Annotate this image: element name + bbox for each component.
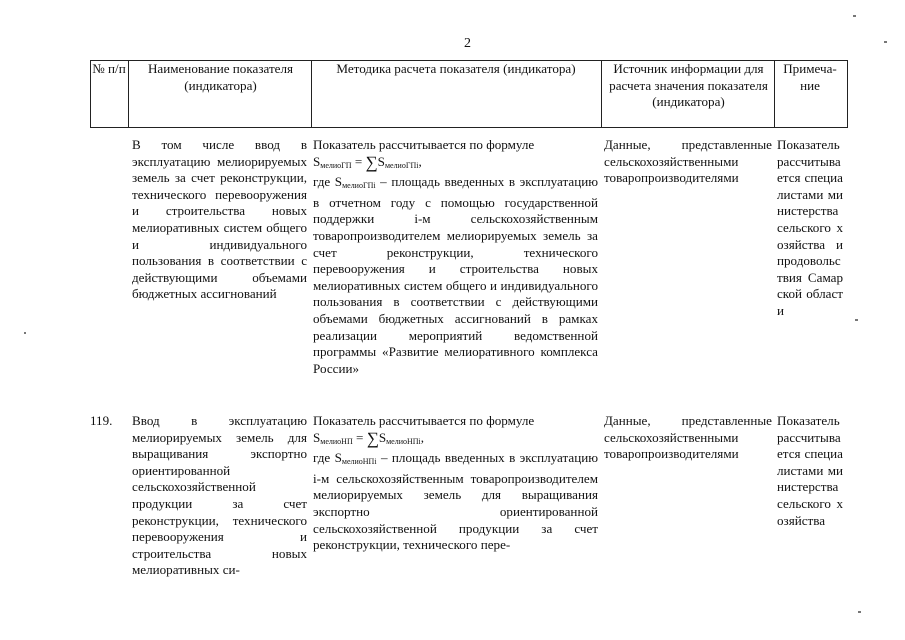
row-name: В том числе ввод в эксплуатацию мелиорируемых земель за счет реконструкции, технического перевооружения и строительства новых мелиоративных систем общего и индивидуального пользования в соответствии с действующими объемами бюджетных ассигнований <box>132 137 307 302</box>
formula-rhs-sub: мелиоНПi <box>386 436 421 446</box>
row-note: Показатель рассчитывается специалистами министерства сельского хозяйства и продовольствия Самарской области <box>777 137 843 318</box>
method-var-sub: мелиоГПi <box>342 181 376 191</box>
method-description <box>313 174 598 377</box>
method-where: где <box>313 174 335 190</box>
header-source: Источник информации для расчета значения показателя (индикатора) <box>609 61 768 110</box>
formula-tail: , <box>418 153 422 169</box>
page-number: 2 <box>464 36 471 51</box>
column-divider <box>601 60 602 128</box>
column-divider <box>774 60 775 128</box>
formula-eq: = <box>352 429 367 445</box>
column-divider <box>128 60 129 128</box>
formula-lhs-sub: мелиоГП <box>320 160 352 170</box>
method-var-sub: мелиоНПi <box>341 457 377 467</box>
formula-lhs: S <box>313 153 321 169</box>
formula <box>313 154 598 175</box>
scan-speck <box>858 611 861 613</box>
sigma-symbol: ∑ <box>365 152 378 172</box>
column-divider <box>311 60 312 128</box>
row-source: Данные, представленные сельскохозяйственными товаропроизводителями <box>604 137 772 186</box>
column-divider <box>90 60 91 128</box>
scan-speck <box>855 319 858 321</box>
row-number: 119. <box>90 413 113 428</box>
method-desc: – площадь введенных в эксплуатацию в отчетном году с помощью государственной поддержки i-м сельскохозяйственным товаропроизводителем мелиорируемых земель за счет реконструкции, технического перевооружения и строительства новых мелиоративных систем общего и индивидуального пользования в соответствии с действующими объемами бюджетных ассигнований в рамках реализации мероприятий ведомственной программы «Развитие мелиоративного комплекса России» <box>313 174 598 376</box>
method-var: S <box>334 450 342 466</box>
row-method <box>313 413 598 554</box>
formula-eq: = <box>351 153 366 169</box>
method-description <box>313 450 598 554</box>
formula <box>313 430 598 451</box>
formula-lhs-sub: мелиоНП <box>320 436 353 446</box>
column-divider <box>847 60 848 128</box>
header-number: № п/п <box>92 61 126 76</box>
formula-tail: , <box>420 429 425 445</box>
sigma-symbol: ∑ <box>366 428 379 448</box>
row-note: Показатель рассчитывается специалистами министерства сельского хозяйства <box>777 413 843 528</box>
header-bottom-rule <box>90 127 848 128</box>
method-intro: Показатель рассчитывается по формуле <box>313 413 535 428</box>
formula-lhs: S <box>313 429 321 445</box>
formula-rhs-sub: мелиоГПi <box>384 160 419 170</box>
method-intro: Показатель рассчитывается по формуле <box>313 137 535 152</box>
row-source: Данные, представленные сельскохозяйственными товаропроизводителями <box>604 413 772 462</box>
method-var: S <box>334 174 343 190</box>
method-desc: – площадь введенных в эксплуатацию i-м сельскохозяйственным товаропроизводителем мелиорируемых земель для выращивания экспортно ориентированной сельскохозяйственной продукции за счет реконструкции, технического пере- <box>313 450 598 553</box>
scan-speck <box>884 41 887 43</box>
header-note: Примеча-ние <box>783 61 837 93</box>
row-method <box>313 137 598 377</box>
row-name: Ввод в эксплуатацию мелиорируемых земель для выращивания экспортно ориентированной сельскохозяйственной продукции за счет реконструкции, технического перевооружения и строительства новых мелиоративных си- <box>132 413 307 578</box>
formula-rhs: S <box>378 429 387 445</box>
formula-rhs: S <box>377 153 385 169</box>
method-where: где <box>313 450 335 466</box>
scan-speck <box>853 15 856 17</box>
header-name: Наименование показателя (индикатора) <box>147 61 294 93</box>
header-method: Методика расчета показателя (индикатора) <box>336 61 576 76</box>
scan-speck <box>24 332 26 334</box>
